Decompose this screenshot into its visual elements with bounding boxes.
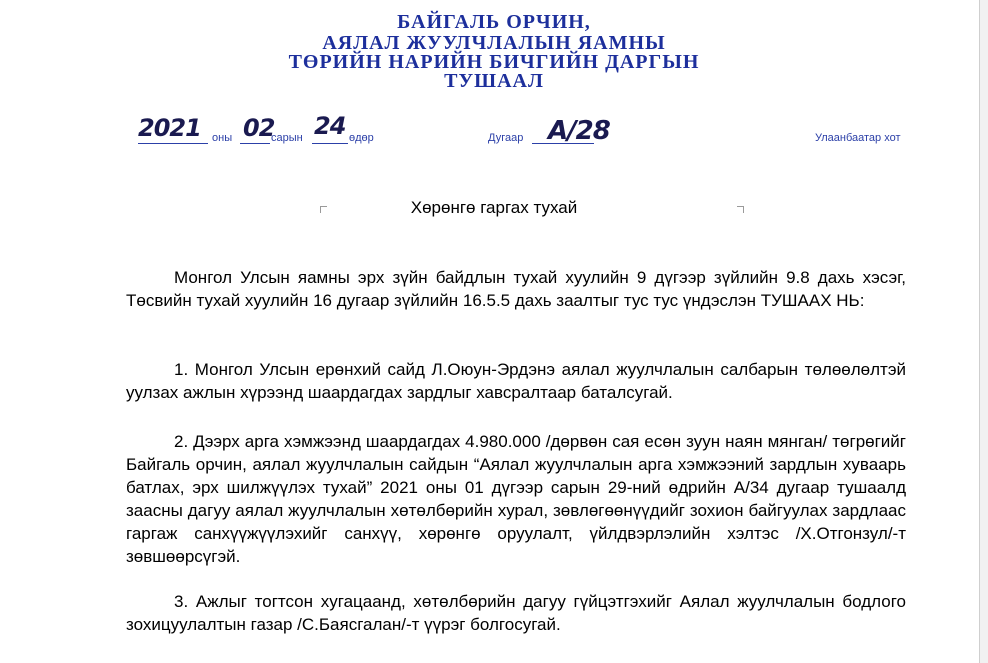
number-label: Дугаар — [488, 132, 524, 144]
handwritten-year: 2021 — [138, 114, 201, 142]
secretary-title: ТӨРИЙН НАРИЙН БИЧГИЙН ДАРГЫН — [288, 51, 700, 73]
month-suffix: сарын — [271, 132, 303, 144]
document-title: Хөрөнгө гаргах тухай — [410, 198, 578, 217]
year-underline — [138, 143, 208, 144]
handwritten-order-number: А/28 — [548, 116, 610, 146]
handwritten-month: 02 — [243, 114, 275, 142]
location: Улаанбаатар хот — [815, 132, 901, 144]
year-suffix: оны — [212, 132, 233, 144]
intro-paragraph: Монгол Улсын яамны эрх зүйн байдлын тухай хуулийн 9 дүгээр зүйлийн 9.8 дахь хэсэг, Төсвийн тухай хуулийн 16 дугаар зүйлийн 16.5.5 дахь заалтыг тус тус үндэслэн ТУШААХ НЬ: — [126, 268, 906, 310]
item-3: 3. Ажлыг тогтсон хугацаанд, хөтөлбөрийн дагуу гүйцэтгэхийг Аялал жуулчлалын бодлого зохицуулалтын газар /С.Баясгалан/-т үүрэг болгосугай. — [126, 592, 906, 634]
month-underline — [240, 143, 270, 144]
page-edge — [979, 0, 988, 663]
ministry-name-line1: БАЙГАЛЬ ОРЧИН, — [397, 11, 591, 33]
item-1: 1. Монгол Улсын ерөнхий сайд Л.Оюун-Эрдэнэ аялал жуулчлалын салбарын төлөөлөлтэй уулзах ажлын хүрээнд шаардагдах зардлыг хавсралтаар баталсугай. — [126, 360, 906, 402]
item-2: 2. Дээрх арга хэмжээнд шаардагдах 4.980.000 /дөрвөн сая есөн зуун наян мянган/ төгрөгийг Байгаль орчин, аялал жуулчлалын сайдын “Аялал жуулчлалын арга хэмжээний зардлын хуваарь батлах, эрх шилжүүлэх тухай” 2021 оны 01 дүгээр сарын 29-ний өдрийн А/34 дугаар тушаалд заасны дагуу аялал жуулчлалын хөтөлбөрийн хурал, зөвлөгөөнүүдийг зохион байгуулах зардлаас гаргаж санхүүжүүлэхийг санхүү, хөрөнгө оруулалт, үйлдвэрлэлийн хэлтэс /Х.Отгонзул/-т зөвшөөрсүгэй. — [126, 432, 906, 566]
day-suffix: өдөр — [349, 132, 374, 144]
day-underline — [312, 143, 348, 144]
handwritten-day: 24 — [314, 112, 346, 140]
ministry-name-line2: АЯЛАЛ ЖУУЛЧЛАЛЫН ЯАМНЫ — [322, 32, 666, 54]
order-title: ТУШААЛ — [444, 70, 544, 92]
